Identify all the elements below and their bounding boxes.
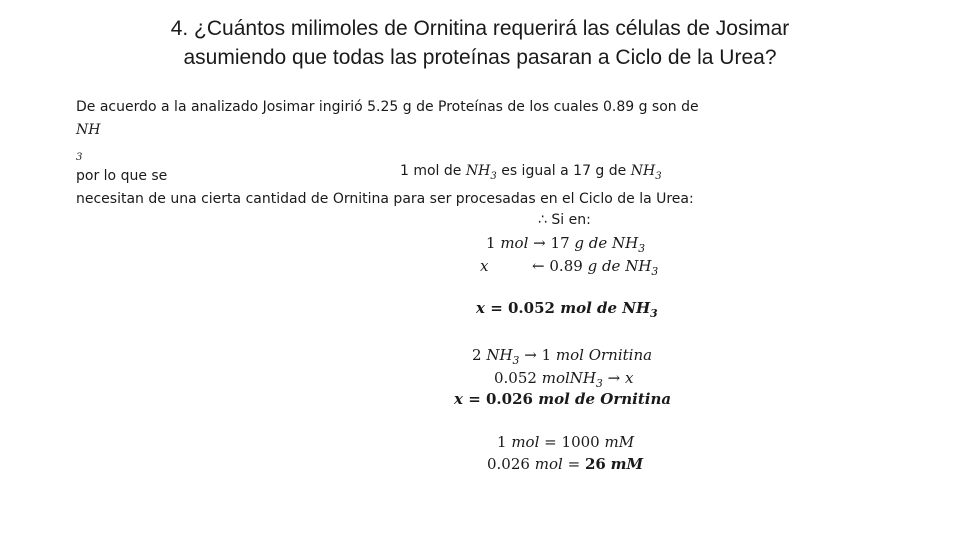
- conversion-row-2-num: 0.026: [487, 455, 530, 473]
- result-nh3-lhs: x: [476, 299, 485, 317]
- intro-line-1-tail: por lo que se: [76, 168, 168, 184]
- rule-row-2: [480, 257, 659, 278]
- result-nh3-num: 0.052: [508, 299, 555, 317]
- equivalence-nh-b: NH: [630, 163, 656, 179]
- ratio-row-1: [472, 346, 653, 367]
- ratio-row-2-rhs: x: [625, 369, 634, 387]
- rule-row-2-rest: [587, 257, 659, 278]
- equivalence-middle: es igual a 17 g de: [501, 163, 627, 179]
- therefore-label: ∴ Si en:: [538, 212, 591, 228]
- ratio-row-1-sub: 3: [512, 353, 520, 367]
- ratio-row-2-text: molNH: [541, 369, 596, 387]
- ratio-row-2-num: 0.052: [494, 369, 537, 387]
- ratio-row-2-arrow: →: [607, 369, 621, 387]
- conversion-row-2-rhs-unit: mM: [610, 455, 644, 473]
- result-nh3-rest-text: mol de NH: [560, 299, 651, 317]
- equivalence-nh3-a: [465, 163, 497, 182]
- conversion-row-2-eq: =: [567, 455, 581, 473]
- rule-row-1-arrow: →: [533, 234, 546, 252]
- title-line-2: asumiendo que todas las proteínas pasaran a Ciclo de la Urea?: [183, 46, 777, 69]
- result-nh3-eq: =: [490, 299, 503, 317]
- intro-paragraph: [76, 96, 896, 211]
- conversion-row-1-rhs-unit: mM: [604, 433, 635, 451]
- intro-nh-sub: 3: [76, 151, 83, 163]
- equivalence-sub-b: 3: [655, 170, 662, 182]
- equivalence-statement: [400, 163, 662, 182]
- ratio-row-1-rhs: mol Ornitina: [555, 346, 653, 364]
- result-nh3: [476, 299, 658, 320]
- result-nh3-rest: [560, 299, 658, 320]
- ratio-row-1-nh: NH: [486, 346, 513, 364]
- ratio-row-1-arrow: →: [524, 346, 537, 364]
- conversion-row-1-eq: =: [544, 433, 557, 451]
- ratio-row-1-rhs-num: 1: [541, 346, 552, 364]
- intro-line-2: necesitan de una cierta cantidad de Ornitina para ser procesadas en el Ciclo de la Urea:: [76, 191, 694, 207]
- rule-row-1-num: 1: [486, 234, 496, 252]
- equivalence-sub-a: 3: [490, 170, 497, 182]
- conversion-row-2-unit: mol: [534, 455, 563, 473]
- conversion-row-1-unit: mol: [511, 433, 540, 451]
- result-nh3-sub: 3: [650, 306, 658, 320]
- ratio-row-2-nh3: [541, 369, 603, 390]
- result-ornitina-lhs: x: [454, 390, 463, 408]
- intro-nh: NH: [76, 122, 101, 138]
- result-ornitina: [454, 390, 671, 408]
- rule-row-1-rest: [574, 234, 646, 255]
- rule-row-1: [486, 234, 646, 255]
- equivalence-prefix: 1 mol de: [400, 163, 462, 179]
- intro-line-1-text: De acuerdo a la analizado Josimar ingirió 5.25 g de Proteínas de los cuales 0.89 g son de: [76, 99, 699, 115]
- ratio-row-1-nh3: [486, 346, 520, 367]
- rule-row-1-sub: 3: [638, 241, 646, 255]
- rule-row-2-rest-text: g de NH: [587, 257, 652, 275]
- equivalence-nh3-b: [630, 163, 662, 182]
- conversion-row-2-rhs-num: 26: [584, 455, 606, 473]
- question-title: [60, 14, 900, 72]
- equivalence-nh-a: NH: [465, 163, 491, 179]
- rule-row-2-var: x: [480, 257, 489, 275]
- result-ornitina-rest: mol de Ornitina: [538, 390, 672, 408]
- conversion-row-2: [487, 455, 643, 473]
- ratio-row-2: [494, 369, 634, 390]
- result-ornitina-eq: =: [468, 390, 481, 408]
- conversion-row-1-num: 1: [497, 433, 507, 451]
- rule-row-2-sub: 3: [651, 264, 659, 278]
- rule-row-2-rest-num: 0.89: [549, 257, 583, 275]
- rule-row-1-unit: mol: [500, 234, 529, 252]
- result-ornitina-num: 0.026: [486, 390, 533, 408]
- ratio-row-2-sub: 3: [596, 376, 603, 390]
- ratio-row-1-num: 2: [472, 346, 482, 364]
- intro-nh3: [76, 119, 896, 165]
- rule-row-2-arrow: ←: [532, 257, 545, 275]
- conversion-row-1: [497, 433, 634, 451]
- rule-row-1-rest-num: 17: [550, 234, 570, 252]
- title-line-1: 4. ¿Cuántos milimoles de Ornitina requerirá las células de Josimar: [170, 17, 790, 40]
- conversion-row-1-rhs-num: 1000: [561, 433, 600, 451]
- rule-row-1-rest-text: g de NH: [574, 234, 639, 252]
